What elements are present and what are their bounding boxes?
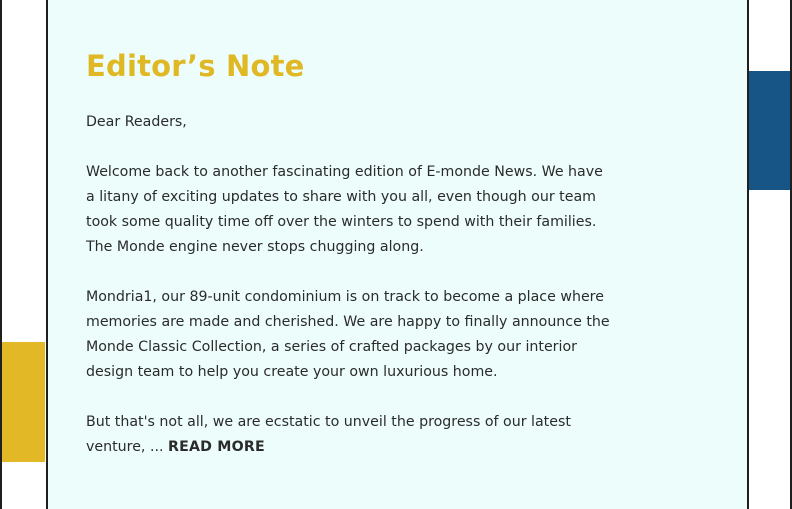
yellow-accent-block bbox=[2, 342, 45, 462]
article-paragraph-2: Mondria1, our 89-unit condominium is on track to become a place where memories are made and cherished. We are happy to finally announce the Monde Classic Collection, a series of crafted packages by our interior design team to help you create your own luxurious home. bbox=[86, 289, 610, 380]
article-content bbox=[86, 48, 616, 460]
article-paragraph-3 bbox=[86, 410, 616, 460]
article-paragraph-3-text: But that's not all, we are ecstatic to unveil the progress of our latest venture, ... bbox=[86, 414, 571, 455]
page-title: Editor’s Note bbox=[86, 49, 305, 83]
editors-note-panel bbox=[46, 0, 749, 509]
greeting-text: Dear Readers, bbox=[86, 114, 187, 130]
article-paragraph-1: Welcome back to another fascinating edition of E-monde News. We have a litany of exciting updates to share with you all, even though our team took some quality time off over the winters to spend with their families. The Monde engine never stops chugging along. bbox=[86, 164, 603, 255]
blue-accent-block bbox=[748, 71, 792, 190]
read-more-link[interactable]: READ MORE bbox=[167, 439, 265, 455]
